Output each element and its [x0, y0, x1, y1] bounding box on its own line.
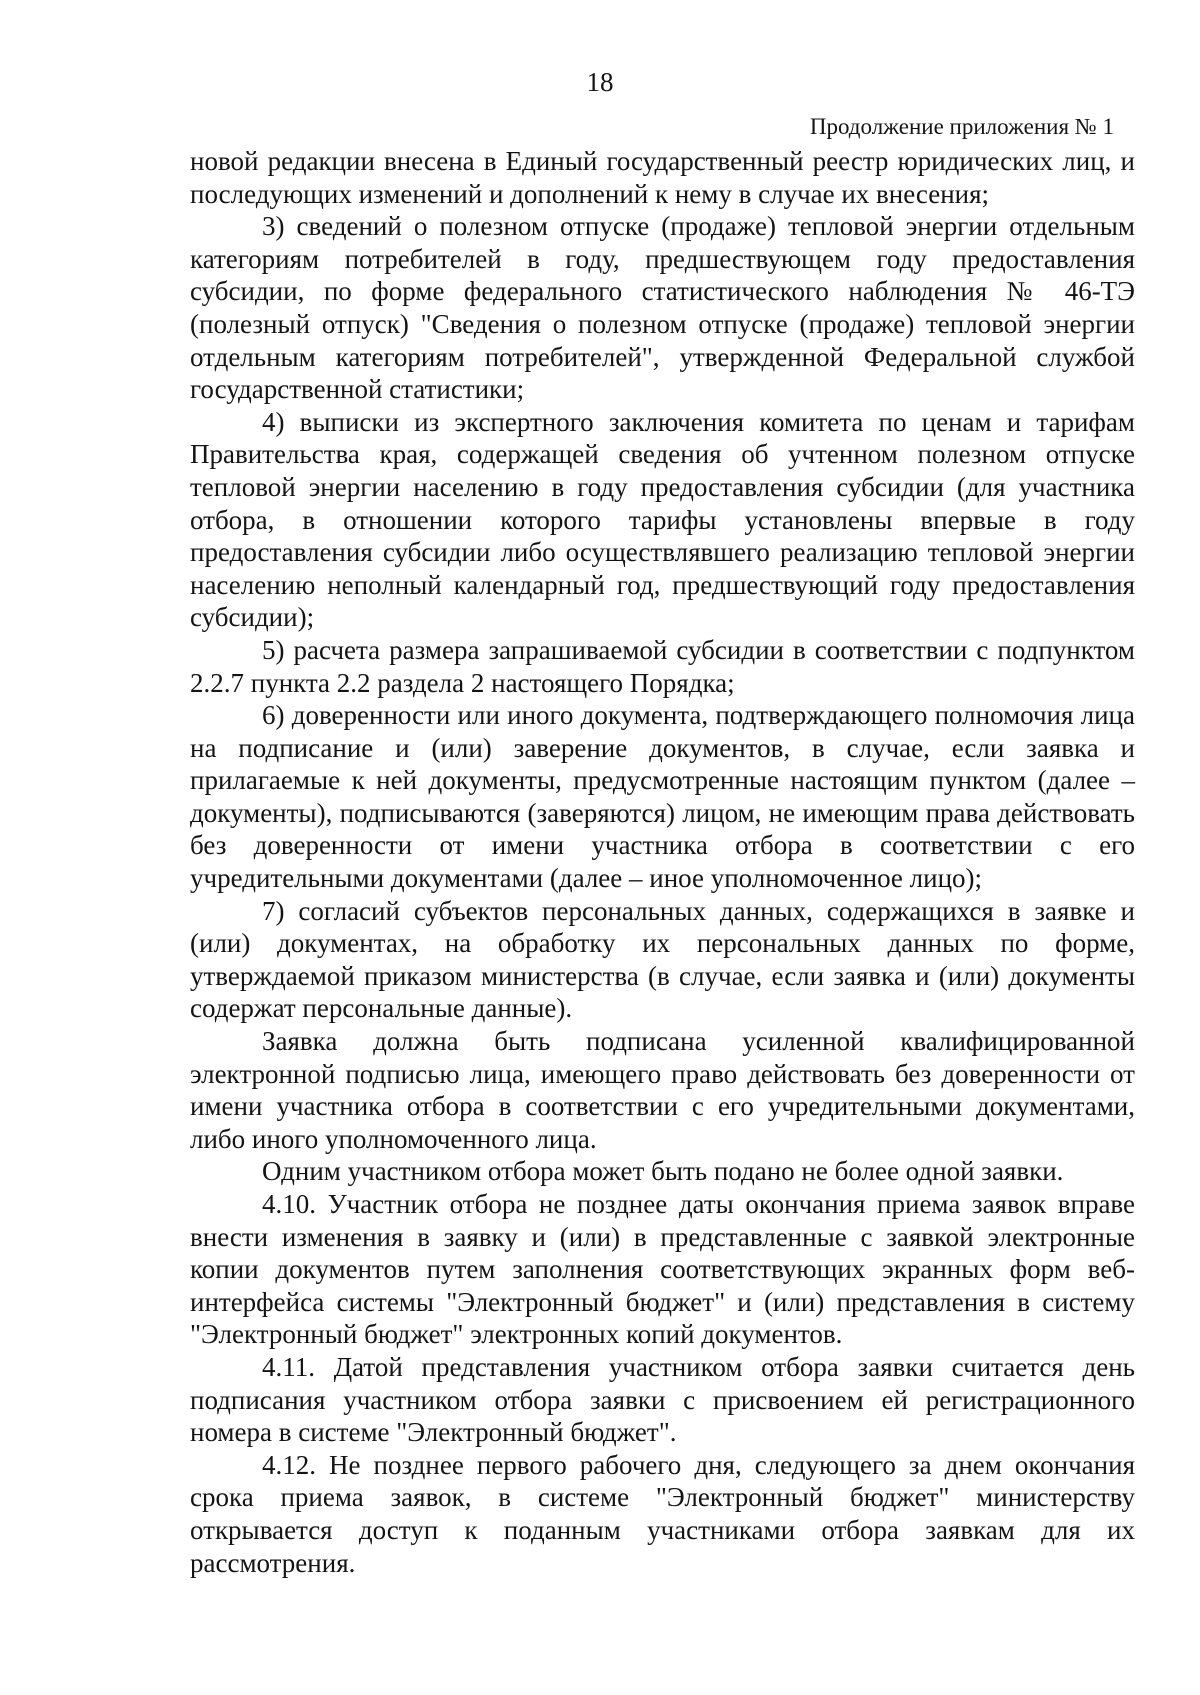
paragraph-4-10: 4.10. Участник отбора не позднее даты окончания приема заявок вправе внести изменения в заявку и (или) в представленные с заявкой электронные копии документов путем заполнения соответствующих экранных форм веб-интерфейса системы "Электронный бюджет" и (или) представления в систему "Электронный бюджет" электронных копий документов.	[190, 1189, 1135, 1350]
appendix-continuation-note: Продолжение приложения № 1	[809, 114, 1114, 139]
paragraph-item-6: 6) доверенности или иного документа, подтверждающего полномочия лица на подписание и (или) заверение документов, в случае, если заявка и прилагаемые к ней документы, предусмотренные настоящим пунктом (далее – документы), подписываются (заверяются) лицом, не имеющим права действовать без доверенности от имени участника отбора в соответствии с его учредительными документами (далее – иное уполномоченное лицо);	[190, 700, 1135, 894]
paragraph-4-12: 4.12. Не позднее первого рабочего дня, следующего за днем окончания срока приема заявок, в системе "Электронный бюджет" министерству открывается доступ к поданным участниками отбора заявкам для их рассмотрения.	[190, 1449, 1135, 1578]
paragraph-continuation: новой редакции внесена в Единый государственный реестр юридических лиц, и последующих изменений и дополнений к нему в случае их внесения;	[190, 146, 1135, 209]
paragraph-item-7: 7) согласий субъектов персональных данных, содержащихся в заявке и (или) документах, на обработку их персональных данных по форме, утверждаемой приказом министерства (в случае, если заявка и (или) документы содержат персональные данные).	[190, 895, 1135, 1024]
document-body	[190, 145, 1135, 1579]
paragraph-item-5: 5) расчета размера запрашиваемой субсидии в соответствии с подпунктом 2.2.7 пункта 2.2 раздела 2 настоящего Порядка;	[190, 634, 1135, 698]
paragraph-4-11: 4.11. Датой представления участником отбора заявки считается день подписания участником отбора заявки с присвоением ей регистрационного номера в системе "Электронный бюджет".	[190, 1351, 1135, 1448]
paragraph-item-4: 4) выписки из экспертного заключения комитета по ценам и тарифам Правительства края, содержащей сведения об учтенном полезном отпуске тепловой энергии населению в году предоставления субсидии (для участника отбора, в отношении которого тарифы установлены впервые в году предоставления субсидии либо осуществлявшего реализацию тепловой энергии населению неполный календарный год, предшествующий году предоставления субсидии);	[190, 406, 1135, 633]
page-number: 18	[586, 67, 614, 97]
paragraph-single-application: Одним участником отбора может быть подано не более одной заявки.	[262, 1156, 1064, 1187]
paragraph-item-3: 3) сведений о полезном отпуске (продаже) тепловой энергии отдельным категориям потребителей в году, предшествующем году предоставления субсидии, по форме федерального статистического наблюдения № 46-ТЭ (полезный отпуск) "Сведения о полезном отпуске (продаже) тепловой энергии отдельным категориям потребителей", утвержденной Федеральной службой государственной статистики;	[190, 211, 1135, 405]
paragraph-signature-requirement: Заявка должна быть подписана усиленной квалифицированной электронной подписью лица, имеющего право действовать без доверенности от имени участника отбора в соответствии с его учредительными документами, либо иного уполномоченного лица.	[190, 1026, 1135, 1154]
